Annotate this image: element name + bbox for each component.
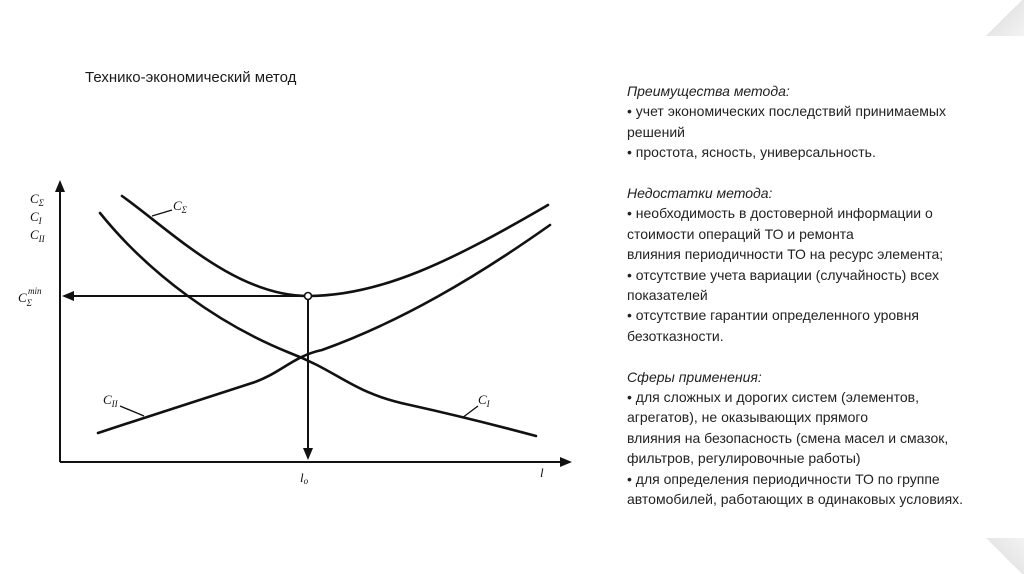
x-axis-label: l [540, 465, 544, 480]
disadvantages-line: • необходимость в достоверной информации о [627, 205, 933, 222]
disadvantages-line: влияния периодичности ТО на ресурс элемента; [627, 246, 944, 263]
y-label-1: $C_I$ [30, 209, 42, 226]
y-axis-arrow [55, 180, 65, 192]
curve-2-leader [120, 406, 144, 416]
advantages-heading: Преимущества метода: [627, 83, 790, 99]
curve-1-label: $C_I$ [478, 392, 490, 409]
scope-line: автомобилей, работающих в одинаковых условиях. [627, 491, 964, 508]
slide-corner-decoration [984, 538, 1024, 574]
advantages-list [627, 101, 1012, 162]
scope-line: фильтров, регулировочные работы) [627, 450, 861, 467]
curve-sigma-leader [152, 210, 172, 216]
optimum-point [305, 293, 312, 300]
disadvantages-heading: Недостатки метода: [627, 185, 773, 202]
optimum-arrowhead [303, 448, 313, 460]
advantages-line: • простота, ясность, универсальность. [627, 144, 876, 161]
scope-list [627, 387, 1012, 509]
disadvantages-line: безотказности. [627, 327, 724, 344]
advantages-line: • учет экономических последствий принимаемых [627, 103, 946, 120]
y-label-sigma: $C_\Sigma$ [30, 191, 45, 208]
curve-sigma-label: $C_\Sigma$ [173, 198, 188, 215]
min-cost-label: $C_\Sigma\min$ [18, 286, 42, 308]
slide-corner-decoration [984, 0, 1024, 36]
disadvantages-line: • отсутствие учета вариации (случайность) всех [627, 266, 939, 283]
disadvantages-line: стоимости операций ТО и ремонта [627, 225, 854, 242]
disadvantages-line: • отсутствие гарантии определенного уровня [627, 307, 919, 324]
scope-line: агрегатов), не оказывающих прямого [627, 409, 868, 426]
y-label-2: $C_{II}$ [30, 227, 45, 244]
disadvantages-line: показателей [627, 287, 708, 304]
curve-2-label: $C_{II}$ [103, 392, 118, 409]
advantages-line: решений [627, 123, 685, 140]
scope-line: влияния на безопасность (смена масел и смазок, [627, 429, 949, 446]
optimum-label: lo [300, 470, 309, 486]
scope-heading: Сферы применения: [627, 368, 762, 385]
x-axis-arrow [560, 457, 572, 467]
slide-title: Технико-экономический метод [85, 69, 297, 86]
disadvantages-list [627, 203, 1012, 346]
min-cost-arrowhead [62, 291, 74, 301]
curve-1-leader [462, 406, 478, 418]
scope-line: • для сложных и дорогих систем (элементов, [627, 389, 919, 406]
method-description [627, 81, 1012, 510]
scope-line: • для определения периодичности ТО по группе [627, 470, 940, 487]
